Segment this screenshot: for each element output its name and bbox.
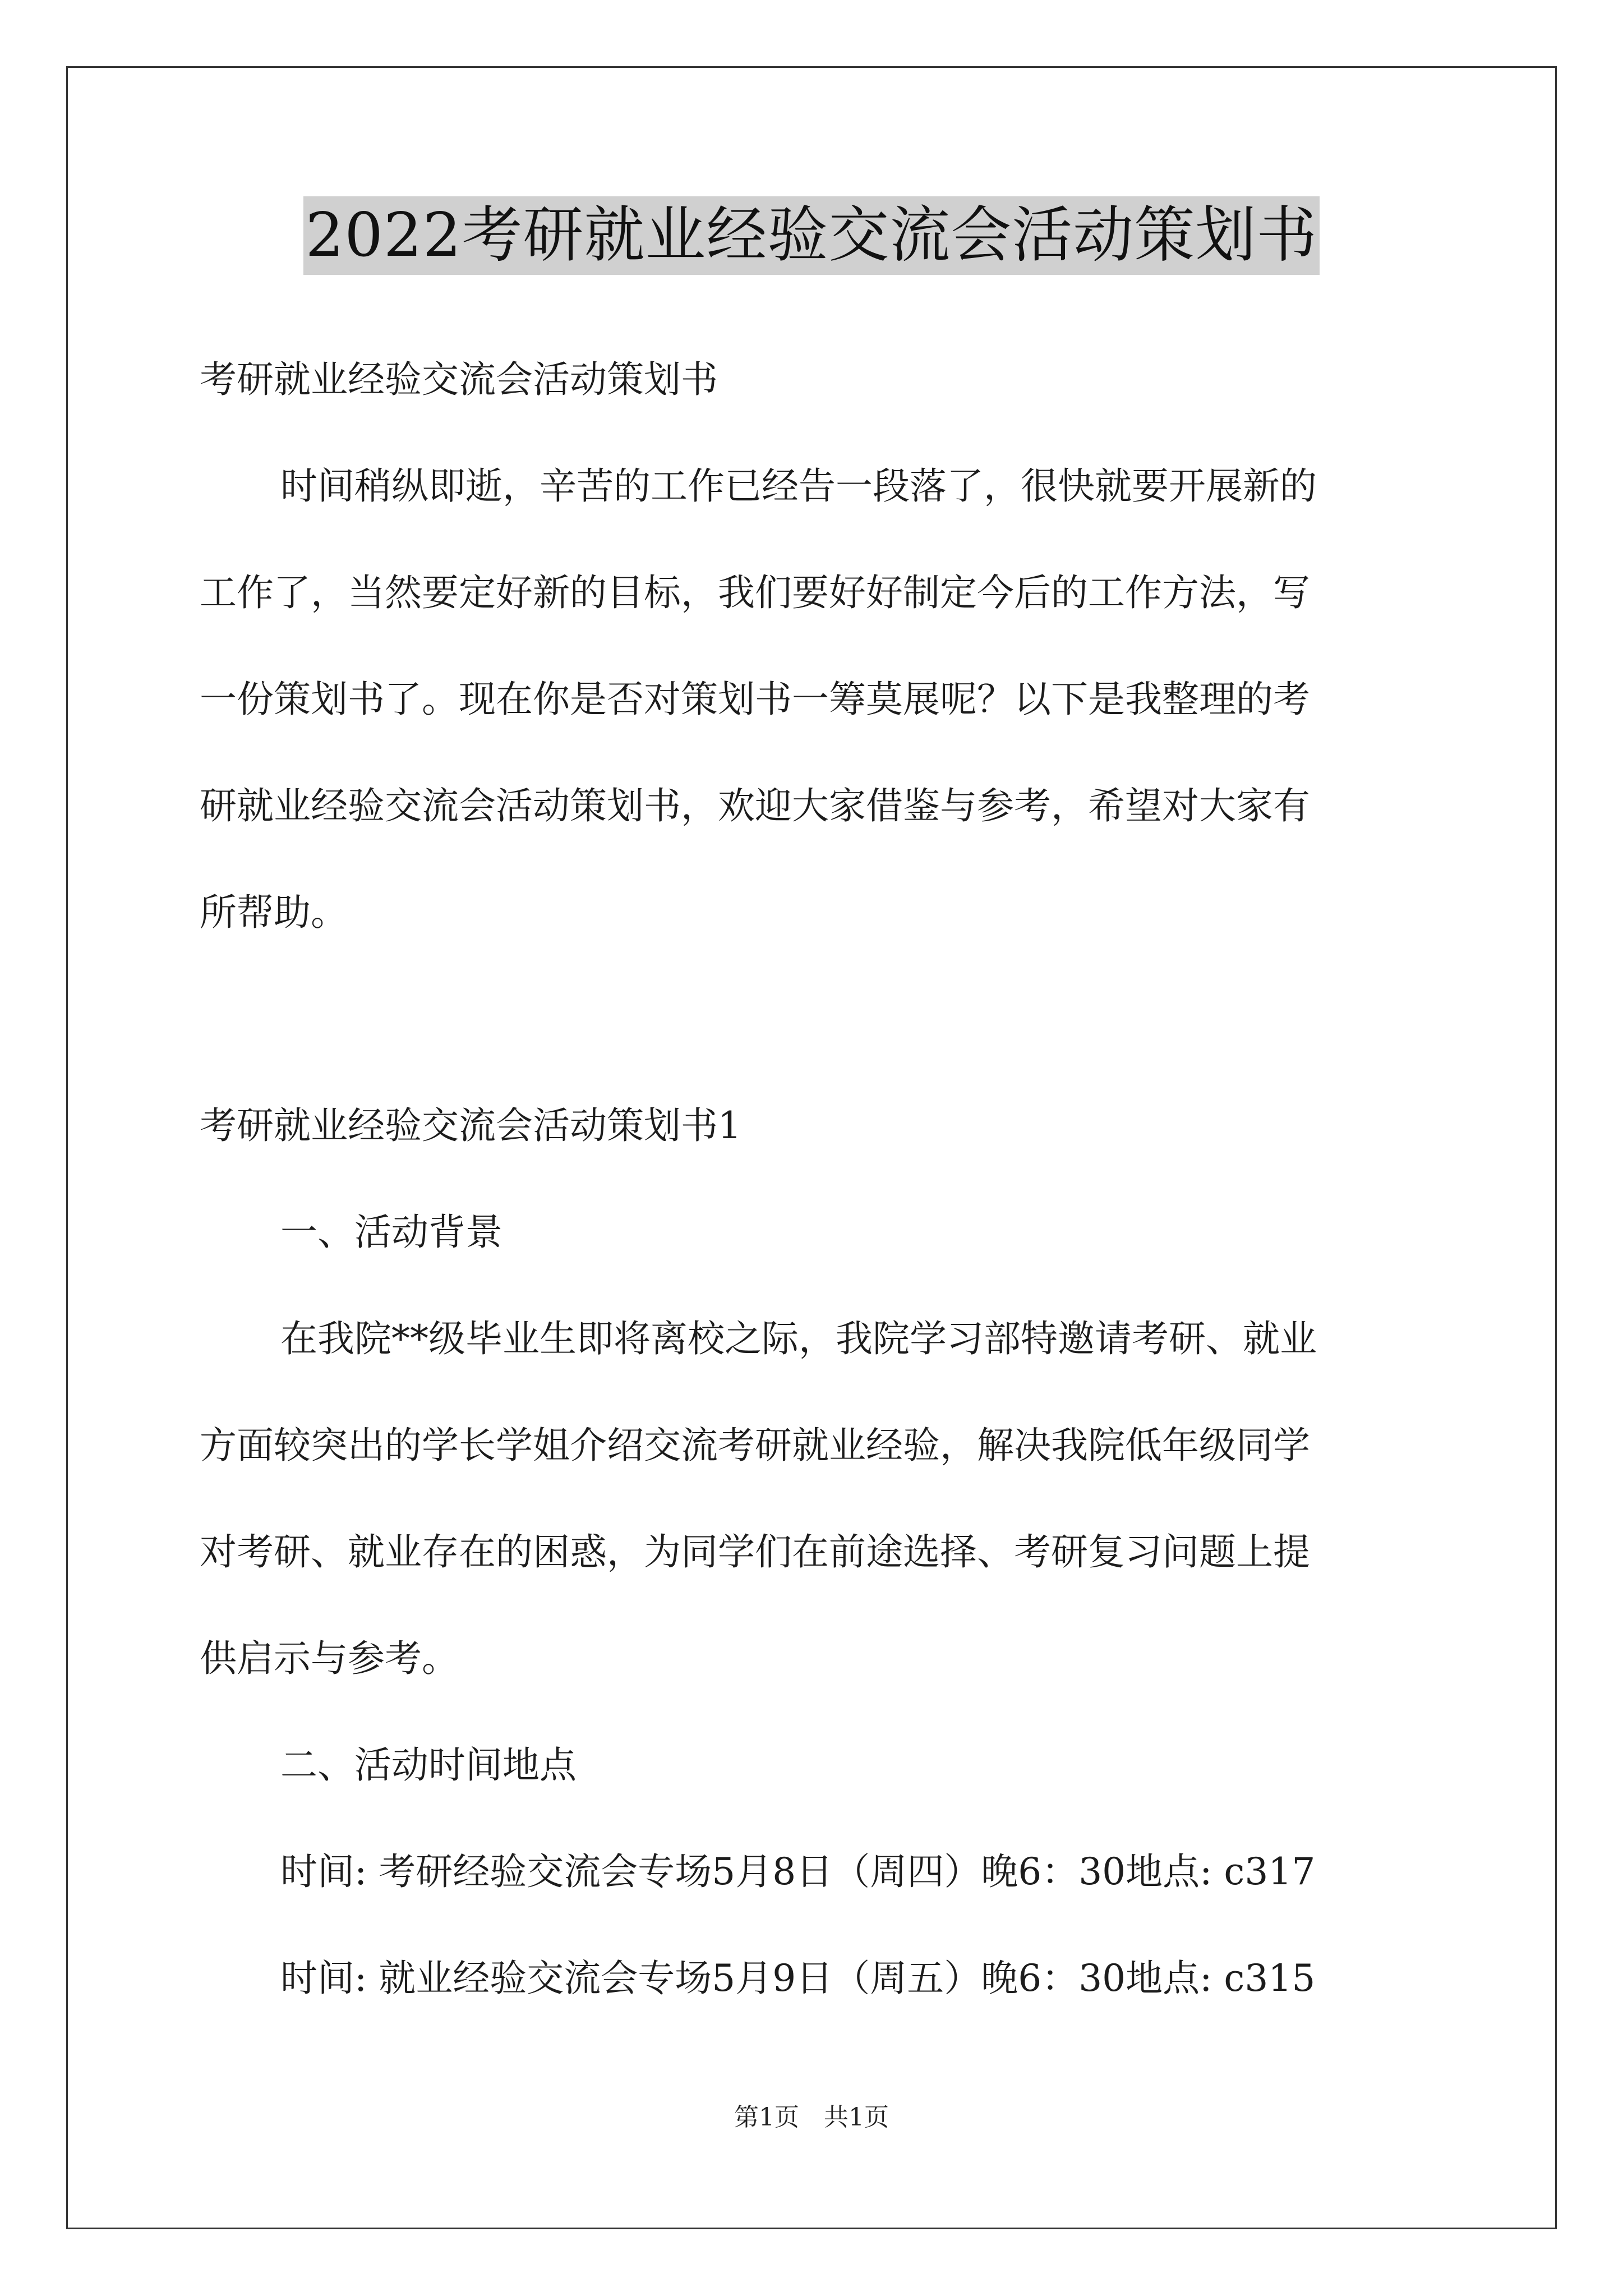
- intro-line: 所帮助。: [200, 891, 348, 934]
- background-line: 对考研、就业存在的困惑，为同学们在前途选择、考研复习问题上提: [200, 1530, 1310, 1573]
- background-line: 供启示与参考。: [200, 1637, 459, 1680]
- background-line: 在我院**级毕业生即将离校之际，我院学习部特邀请考研、就业: [280, 1317, 1317, 1360]
- heading-background: 一、活动背景: [280, 1211, 502, 1254]
- page-footer: 第1页 共1页: [734, 2103, 889, 2132]
- intro-line: 研就业经验交流会活动策划书，欢迎大家借鉴与参考，希望对大家有: [200, 784, 1310, 827]
- intro-line: 一份策划书了。现在你是否对策划书一筹莫展呢？以下是我整理的考: [200, 678, 1310, 721]
- intro-line: 工作了，当然要定好新的目标，我们要好好制定今后的工作方法，写: [200, 571, 1310, 614]
- section-title: 考研就业经验交流会活动策划书1: [200, 1104, 741, 1147]
- heading-time-place: 二、活动时间地点: [280, 1743, 577, 1787]
- background-line: 方面较突出的学长学姐介绍交流考研就业经验，解决我院低年级同学: [200, 1424, 1310, 1467]
- document-title: 2022考研就业经验交流会活动策划书: [303, 196, 1320, 275]
- title-container: [0, 196, 1623, 275]
- intro-line: 时间稍纵即逝，辛苦的工作已经告一段落了，很快就要开展新的: [280, 464, 1317, 508]
- document-subtitle: 考研就业经验交流会活动策划书: [200, 358, 718, 401]
- schedule-line: 时间: 就业经验交流会专场5月9日（周五）晚6：30地点: c315: [280, 1957, 1316, 2000]
- schedule-line: 时间: 考研经验交流会专场5月8日（周四）晚6：30地点: c317: [280, 1850, 1316, 1893]
